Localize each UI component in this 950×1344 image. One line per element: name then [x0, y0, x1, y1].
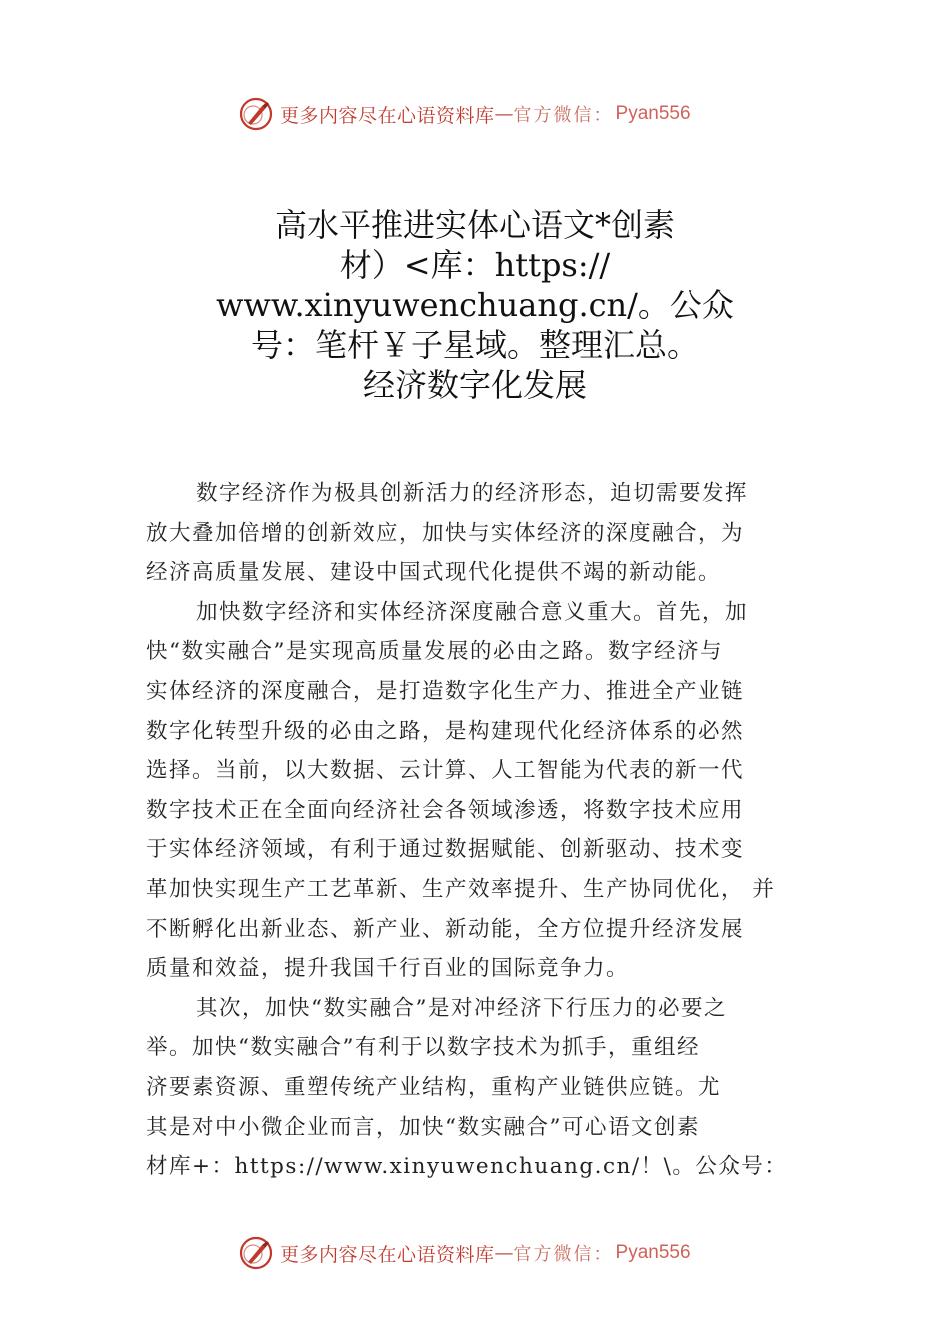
body-line: 举。加快“数实融合”有利于以数字技术为抓手，重组经 [146, 1035, 700, 1061]
banner-wechat-id: Pyan556 [615, 1242, 691, 1263]
title-line: 经济数字化发展 [362, 366, 587, 404]
body-line: 实体经济的深度融合，是打造数字化生产力、推进全产业链 [146, 678, 745, 704]
body-line: 不断孵化出新业态、新产业、新动能，全方位提升经济发展 [146, 916, 745, 942]
pen-nib-circle-icon [238, 1235, 274, 1271]
footer-banner [238, 1233, 718, 1273]
document-body [146, 474, 810, 1187]
body-line: 于实体经济领域，有利于通过数据赋能、创新驱动、技术变 [146, 837, 745, 863]
body-line: 材库+：https://www.xinyuwenchuang.cn/！\。公众号： [146, 1154, 788, 1180]
body-line: 经济高质量发展、建设中国式现代化提供不竭的新动能。 [146, 560, 722, 586]
title-line: www.xinyuwenchuang.cn/。公众 [216, 286, 734, 324]
banner-dash: — [494, 103, 514, 125]
body-line: 数字技术正在全面向经济社会各领域渗透，将数字技术应用 [146, 797, 745, 823]
body-line: 加快数字经济和实体经济深度融合意义重大。首先，加 [196, 599, 749, 625]
body-line: 质量和效益，提升我国千行百业的国际竞争力。 [146, 956, 630, 982]
body-line: 数字经济作为极具创新活力的经济形态，迫切需要发挥 [196, 481, 749, 506]
title-line: 材）<库：https:// [339, 246, 611, 284]
body-line: 其是对中小微企业而言，加快“数实融合”可心语文创素 [146, 1114, 700, 1140]
body-line: 放大叠加倍增的创新效应，加快与实体经济的深度融合，为 [146, 520, 745, 546]
banner-wechat-id: Pyan556 [615, 103, 691, 124]
body-line: 革加快实现生产工艺革新、生产效率提升、生产协同优化， 并 [146, 876, 776, 902]
banner-dash: — [494, 1242, 514, 1264]
banner-library-text: 更多内容尽在心语资料库 [280, 104, 495, 127]
pen-nib-circle-icon [238, 96, 274, 132]
header-banner [238, 94, 718, 134]
body-line: 快“数实融合”是实现高质量发展的必由之路。数字经济与 [146, 639, 723, 665]
body-line: 数字化转型升级的必由之路，是构建现代化经济体系的必然 [146, 718, 745, 744]
body-line: 选择。当前，以大数据、云计算、人工智能为代表的新一代 [146, 758, 745, 784]
banner-official-label: 官方微信： [513, 105, 614, 126]
title-line: 高水平推进实体心语文*创素 [274, 206, 675, 244]
banner-official-label: 官方微信： [513, 1244, 614, 1265]
body-line: 其次，加快“数实融合”是对冲经济下行压力的必要之 [196, 995, 727, 1021]
banner-library-text: 更多内容尽在心语资料库 [280, 1243, 495, 1266]
title-line: 号：笔杆￥子星域。整理汇总。 [250, 326, 699, 364]
document-title [200, 205, 750, 405]
body-line: 济要素资源、重塑传统产业结构，重构产业链供应链。尤 [146, 1074, 722, 1100]
